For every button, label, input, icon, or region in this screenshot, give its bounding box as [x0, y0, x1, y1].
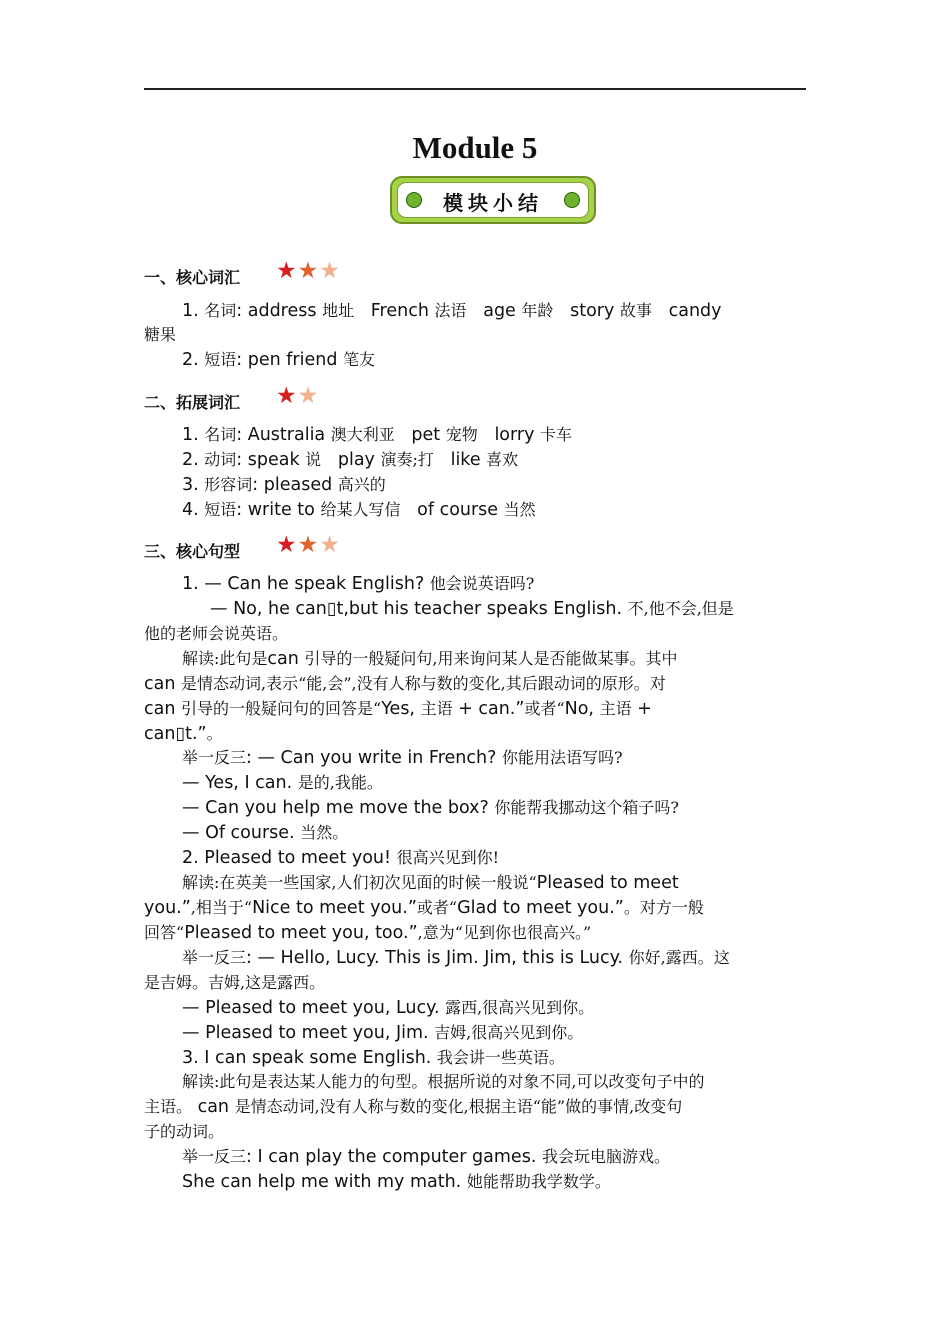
text-line: 1. 名词: address 地址 French 法语 age 年龄 story 故事 candy: [182, 301, 722, 321]
page-title: Module 5: [412, 130, 538, 165]
summary-badge: [390, 176, 596, 224]
rating-stars: [276, 534, 341, 557]
text-line: 举一反三: — Hello, Lucy. This is Jim. Jim, this is Lucy. 你好,露西。这: [182, 948, 730, 968]
text-line: 解读:在英美一些国家,人们初次见面的时候一般说“Pleased to meet: [182, 873, 679, 893]
rating-stars: [276, 385, 319, 408]
text-line: — Can you help me move the box? 你能帮我挪动这个箱子吗?: [182, 798, 679, 818]
star-icon: ★: [276, 258, 297, 284]
star-icon: ★: [297, 258, 319, 284]
text-line: — Pleased to meet you, Jim. 吉姆,很高兴见到你。: [182, 1023, 584, 1043]
star-icon: ★: [276, 532, 297, 558]
star-icon: ★: [297, 383, 319, 409]
text-line: She can help me with my math. 她能帮助我学数学。: [182, 1172, 611, 1192]
text-line: 解读:此句是表达某人能力的句型。根据所说的对象不同,可以改变句子中的: [182, 1072, 705, 1091]
text-line: can 引导的一般疑问句的回答是“Yes, 主语 + can.”或者“No, 主语 +: [144, 699, 652, 719]
text-line: 他的老师会说英语。: [144, 624, 289, 643]
text-line: — Of course. 当然。: [182, 823, 349, 843]
star-icon: ★: [276, 383, 297, 409]
text-line: 4. 短语: write to 给某人写信 of course 当然: [182, 500, 536, 520]
star-icon: ★: [297, 532, 319, 558]
rating-stars: [276, 260, 341, 283]
text-line: 3. I can speak some English. 我会讲一些英语。: [182, 1048, 565, 1068]
text-line: 解读:此句是can 引导的一般疑问句,用来询问某人是否能做某事。其中: [182, 649, 678, 669]
text-line: 回答“Pleased to meet you, too.”,意为“见到你也很高兴。”: [144, 923, 592, 943]
text-line: 1. — Can he speak English? 他会说英语吗?: [182, 574, 535, 594]
text-line: — Yes, I can. 是的,我能。: [182, 773, 383, 793]
header-rule: [144, 88, 806, 90]
text-line: 子的动词。: [144, 1122, 225, 1141]
text-line: — No, he can▯t,but his teacher speaks English. 不,他不会,但是: [210, 599, 734, 619]
star-icon: ★: [319, 532, 340, 558]
badge-right-dot-icon: [564, 192, 580, 208]
text-line: can▯t.”。: [144, 724, 223, 744]
text-line: 2. 动词: speak 说 play 演奏;打 like 喜欢: [182, 450, 519, 470]
badge-left-dot-icon: [406, 192, 422, 208]
text-line: you.”,相当于“Nice to meet you.”或者“Glad to meet you.”。对方一般: [144, 898, 704, 918]
text-line: 是吉姆。吉姆,这是露西。: [144, 973, 326, 992]
text-line: 举一反三: — Can you write in French? 你能用法语写吗?: [182, 748, 623, 768]
text-line: can 是情态动词,表示“能,会”,没有人称与数的变化,其后跟动词的原形。对: [144, 674, 666, 694]
text-line: 2. Pleased to meet you! 很高兴见到你!: [182, 848, 500, 868]
star-icon: ★: [319, 258, 340, 284]
badge-label: 模块小结: [443, 191, 543, 215]
text-line: — Pleased to meet you, Lucy. 露西,很高兴见到你。: [182, 998, 595, 1018]
section-heading-extended-vocab: 二、拓展词汇: [144, 393, 241, 412]
section-heading-core-vocab: 一、核心词汇: [144, 268, 241, 287]
text-line: 糖果: [144, 325, 177, 344]
text-line: 1. 名词: Australia 澳大利亚 pet 宠物 lorry 卡车: [182, 425, 573, 445]
text-line: 2. 短语: pen friend 笔友: [182, 350, 376, 370]
text-line: 举一反三: I can play the computer games. 我会玩电脑游戏。: [182, 1147, 670, 1167]
text-line: 3. 形容词: pleased 高兴的: [182, 475, 386, 495]
text-line: 主语。 can 是情态动词,没有人称与数的变化,根据主语“能”做的事情,改变句: [144, 1097, 683, 1117]
section-heading-core-sentences: 三、核心句型: [144, 542, 241, 561]
